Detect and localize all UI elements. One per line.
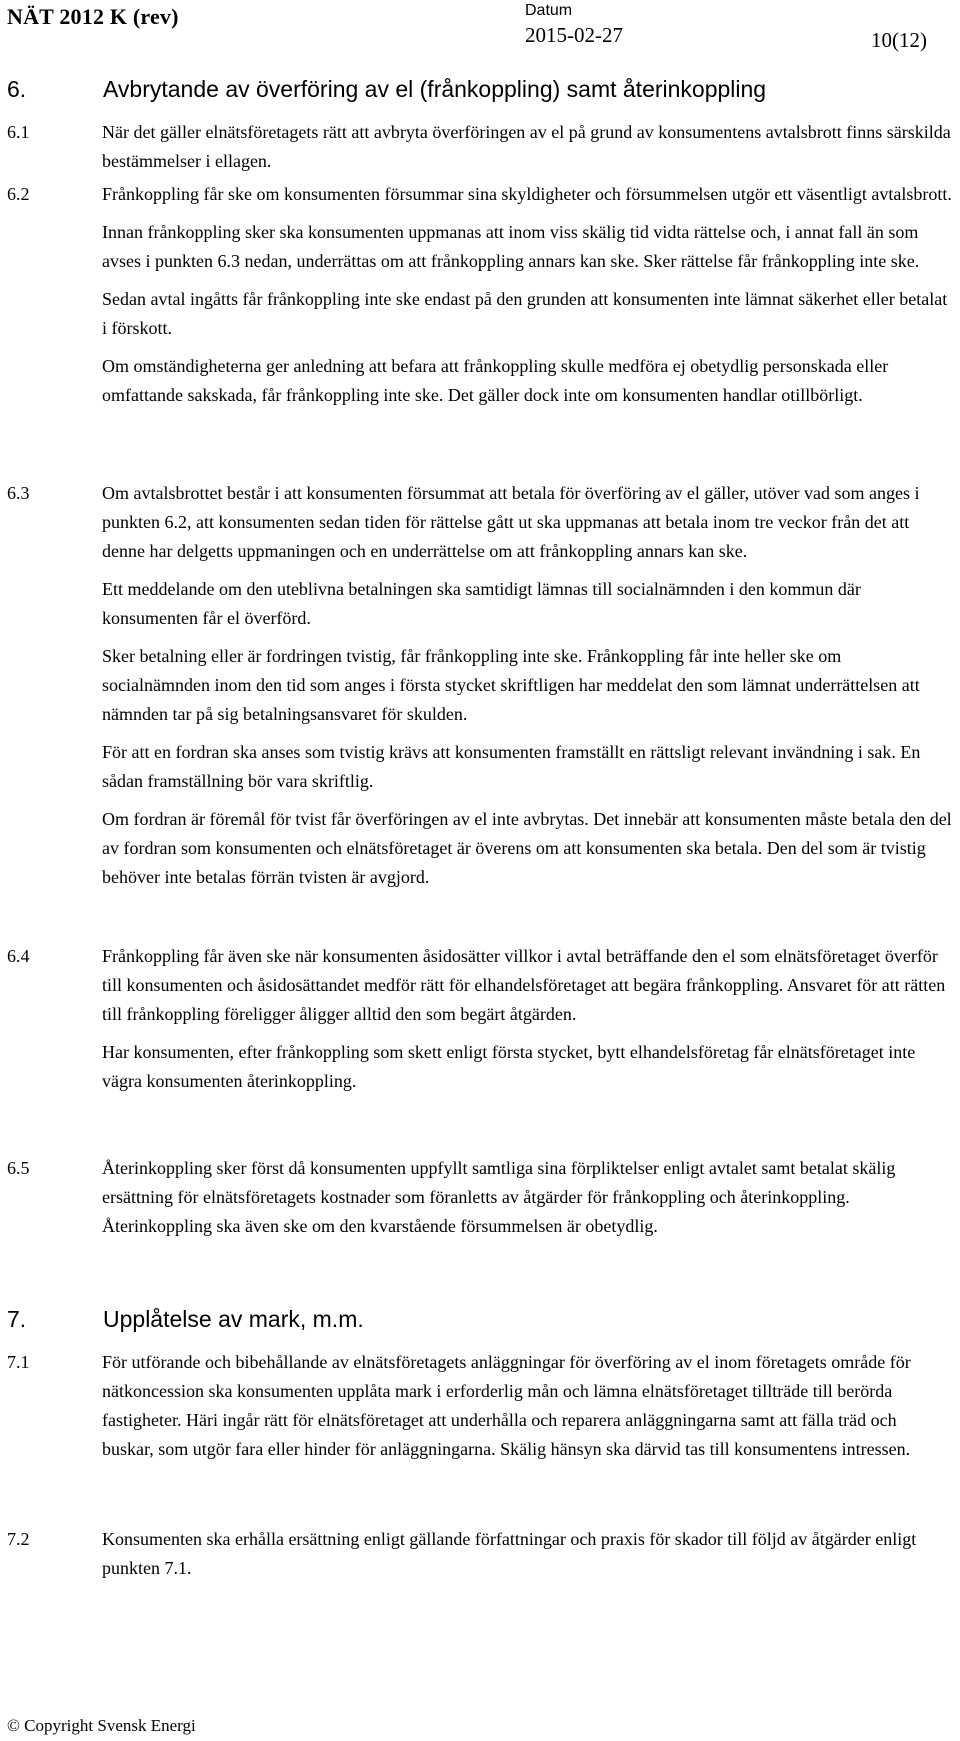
clause-number: 6.1 xyxy=(7,122,30,142)
clause-paragraph: Om omständigheterna ger anledning att befara att frånkoppling skulle medföra ej obetydlig personskada eller omfattande sakskada, får frånkoppling inte ske. Det gäller dock inte om konsumenten handlar otillbörligt. xyxy=(102,356,889,405)
clause-paragraph: När det gäller elnätsföretagets rätt att avbryta överföringen av el på grund av konsumentens avtalsbrott finns särskilda bestämmelser i ellagen. xyxy=(102,122,951,171)
clause-7-2 xyxy=(7,1525,952,1592)
clause-6-2 xyxy=(7,180,952,419)
clause-number: 6.4 xyxy=(7,946,30,966)
clause-paragraph: Återinkoppling sker först då konsumenten uppfyllt samtliga sina förpliktelser enligt avtalet samt betalat skälig ersättning för elnätsföretagets kostnader som föranletts av åtgärder för frånkoppling och återinkoppling. Återinkoppling ska även ske om den kvarstående försummelsen är obetydlig. xyxy=(102,1158,896,1236)
clause-number: 6.5 xyxy=(7,1158,30,1178)
clause-6-5 xyxy=(7,1154,952,1250)
section-6-number: 6. xyxy=(7,76,27,102)
section-6-heading xyxy=(7,76,766,103)
clause-paragraph: Har konsumenten, efter frånkoppling som skett enligt första stycket, bytt elhandelsföretag får elnätsföretaget inte vägra konsumenten återinkoppling. xyxy=(102,1042,916,1091)
clause-paragraph: Frånkoppling får även ske när konsumenten åsidosätter villkor i avtal beträffande den el som elnätsföretaget överför till konsumenten och åsidosättandet medför rätt för elhandelsföretaget att begära frånkoppling. Ansvaret för att rätten till frånkoppling föreligger åligger alltid den som begärt åtgärden. xyxy=(102,946,946,1024)
clause-paragraph: Ett meddelande om den uteblivna betalningen ska samtidigt lämnas till socialnämnden i den kommun där konsumenten får el överförd. xyxy=(102,579,861,628)
document-date: 2015-02-27 xyxy=(525,23,623,47)
clause-paragraph: För utförande och bibehållande av elnätsföretagets anläggningar för överföring av el inom företagets område för nätkoncession ska konsumenten upplåta mark i erforderlig mån och lämna elnätsföretaget tillträde till berörda fastigheter. Häri ingår rätt för elnätsföretaget att underhålla och reparera anläggningarna samt att fälla träd och buskar, som utgör fara eller hinder för anläggningarna. Skälig hänsyn ska därvid tas till konsumentens intressen. xyxy=(102,1352,911,1459)
section-7-heading xyxy=(7,1306,364,1333)
clause-number: 6.2 xyxy=(7,184,30,204)
section-7-number: 7. xyxy=(7,1306,27,1332)
section-7-title: Upplåtelse av mark, m.m. xyxy=(103,1306,364,1332)
document-title: NÄT 2012 K (rev) xyxy=(7,4,179,29)
date-label: Datum xyxy=(525,2,573,19)
clause-6-4 xyxy=(7,942,952,1105)
section-6-title: Avbrytande av överföring av el (frånkoppling) samt återinkoppling xyxy=(103,76,767,102)
clause-paragraph: För att en fordran ska anses som tvistig krävs att konsumenten framställt en rättsligt relevant invändning i sak. En sådan framställning bör vara skriftlig. xyxy=(102,742,921,791)
clause-paragraph: Innan frånkoppling sker ska konsumenten uppmanas att inom viss skälig tid vidta rättelse och, i annat fall än som avses i punkten 6.3 nedan, underrättas om att frånkoppling annars kan ske. Sker rättelse får frånkoppling inte ske. xyxy=(102,222,920,271)
copyright-footer: © Copyright Svensk Energi xyxy=(7,1716,196,1735)
clause-6-1 xyxy=(7,118,952,185)
page-number: 10(12) xyxy=(871,28,927,52)
clause-number: 6.3 xyxy=(7,483,30,503)
clause-paragraph: Om fordran är föremål för tvist får överföringen av el inte avbrytas. Det innebär att konsumenten måste betala den del av fordran som konsumenten och elnätsföretaget är överens om att konsumenten ska betala. Den del som är tvistig behöver inte betalas förrän tvisten är avgjord. xyxy=(102,809,952,887)
clause-number: 7.1 xyxy=(7,1352,30,1372)
clause-paragraph: Sedan avtal ingåtts får frånkoppling inte ske endast på den grunden att konsumenten inte lämnat säkerhet eller betalat i förskott. xyxy=(102,289,948,338)
clause-number: 7.2 xyxy=(7,1529,30,1549)
clause-paragraph: Sker betalning eller är fordringen tvistig, får frånkoppling inte ske. Frånkoppling får inte heller ske om socialnämnden inom den tid som anges i första stycket skriftligen har meddelat den som lämnat underrättelsen att nämnden tar på sig betalningsansvaret för skulden. xyxy=(102,646,920,724)
clause-7-1 xyxy=(7,1348,952,1473)
clause-6-3 xyxy=(7,479,952,901)
clause-paragraph: Frånkoppling får ske om konsumenten försummar sina skyldigheter och försummelsen utgör ett väsentligt avtalsbrott. xyxy=(102,184,952,204)
clause-paragraph: Om avtalsbrottet består i att konsumenten försummat att betala för överföring av el gäller, utöver vad som anges i punkten 6.2, att konsumenten sedan tiden för rättelse gått ut ska uppmanas att betala inom tre veckor från det att denne har delgetts uppmaningen och en underrättelse om att frånkoppling annars kan ske. xyxy=(102,483,920,561)
clause-paragraph: Konsumenten ska erhålla ersättning enligt gällande författningar och praxis för skador till följd av åtgärder enligt punkten 7.1. xyxy=(102,1529,917,1578)
